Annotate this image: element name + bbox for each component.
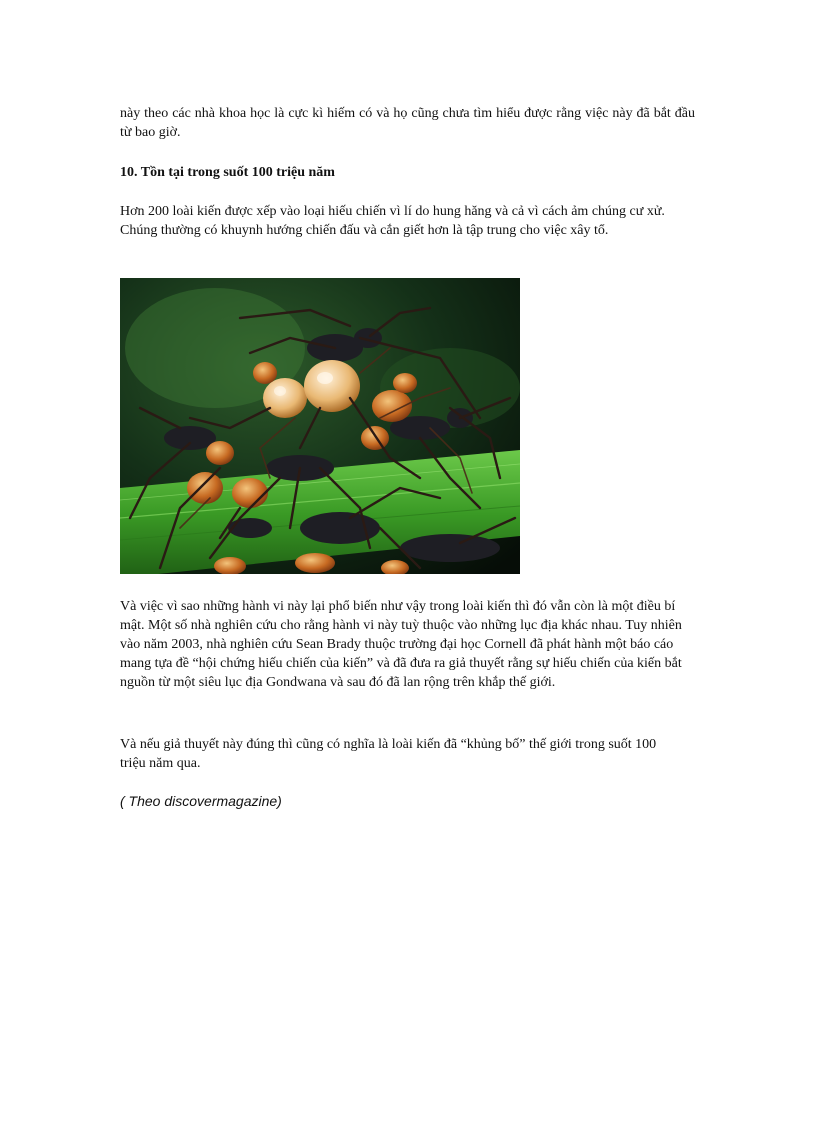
intro-paragraph: này theo các nhà khoa học là cực kì hiếm có và họ cũng chưa tìm hiểu được rằng việc này đã bắt đầu từ bao giờ. xyxy=(120,106,695,140)
army-ants-photo xyxy=(120,278,520,574)
army-ants-illustration xyxy=(120,278,520,574)
paragraph-aggressive-ants: Hơn 200 loài kiến được xếp vào loại hiếu chiến vì lí do hung hăng và cả vì cách ảm chúng cư xử. Chúng thường có khuynh hướng chiến đấu và cắn giết hơn là tập trung cho việc xây tổ. xyxy=(120,204,665,238)
source-credit: ( Theo discovermagazine) xyxy=(120,793,282,809)
paragraph-conclusion: Và nếu giả thuyết này đúng thì cũng có nghĩa là loài kiến đã “khủng bố” thế giới trong suốt 100 triệu năm qua. xyxy=(120,737,657,771)
section-heading: 10. Tồn tại trong suốt 100 triệu năm xyxy=(120,165,335,180)
paragraph-gondwana-hypothesis: Và việc vì sao những hành vi này lại phổ biến như vậy trong loài kiến thì đó vẫn còn là một điều bí mật. Một số nhà nghiên cứu cho rằng hành vi này tuỳ thuộc vào những lục địa khác nhau. Tuy nhiên vào năm 2003, nhà nghiên cứu Sean Brady thuộc trường đại học Cornell đã phát hành một báo cáo mang tựa đề “hội chứng hiếu chiến của kiến” và đã đưa ra giả thuyết rằng sự hiếu chiến của kiến bắt nguồn từ một siêu lục địa Gondwana và sau đó đã lan rộng trên khắp thế giới. xyxy=(120,599,682,690)
